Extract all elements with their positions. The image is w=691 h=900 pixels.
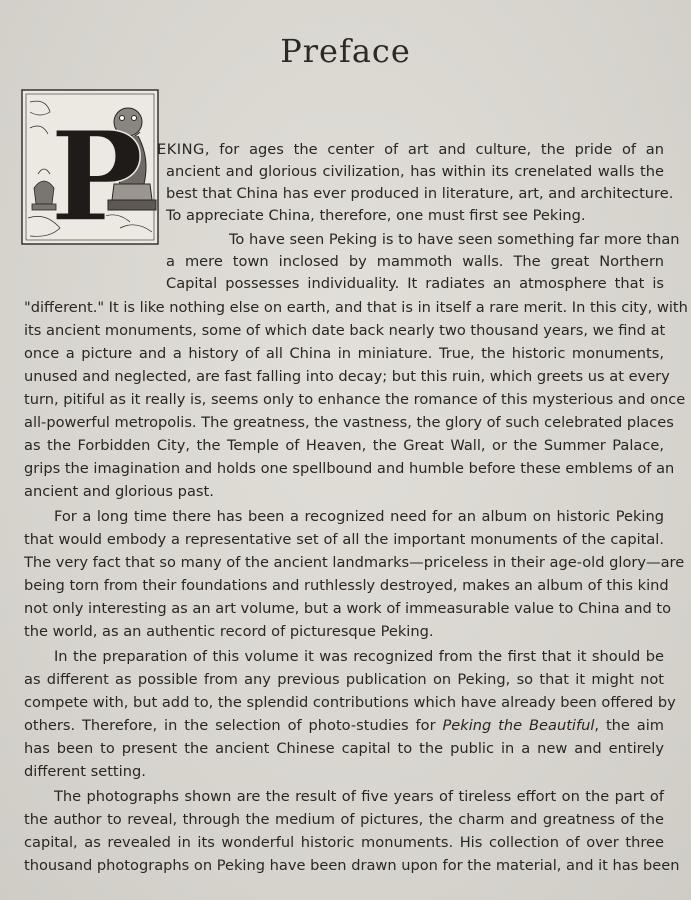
text-line-1: EKING, for ages the center of art and culture, the pride of an: [157, 141, 664, 158]
text-line-31: capital, as revealed in its wonderful historic monuments. His collection of over three: [24, 834, 664, 851]
text-line-9: its ancient monuments, some of which date back nearly two thousand years, we find at: [24, 322, 666, 339]
text-line-12: turn, pitiful as it really is, seems only to enhance the romance of this mysterious and once: [24, 391, 686, 408]
text-line-28: different setting.: [24, 763, 146, 780]
text-line-26: others. Therefore, in the selection of photo-studies for Peking the Beautiful, the aim: [24, 717, 664, 734]
text-line-14: as the Forbidden City, the Temple of Heaven, the Great Wall, or the Summer Palace,: [24, 437, 664, 454]
text-line-3: best that China has ever produced in literature, art, and architecture.: [166, 185, 674, 202]
text-line-4: To appreciate China, therefore, one must first see Peking.: [166, 207, 586, 224]
book-title: Peking the Beautiful: [442, 717, 595, 734]
text-line-30: the author to reveal, through the medium of pictures, the charm and greatness of the: [24, 811, 664, 828]
text-line-23: In the preparation of this volume it was recognized from the first that it should be: [54, 648, 664, 665]
text-line-13: all-powerful metropolis. The greatness, the vastness, the glory of such celebrated places: [24, 414, 674, 431]
text-line-18: that would embody a representative set of all the important monuments of the capital.: [24, 531, 664, 548]
text-line-29: The photographs shown are the result of five years of tireless effort on the part of: [54, 788, 664, 805]
text-line-22: the world, as an authentic record of picturesque Peking.: [24, 623, 434, 640]
text-line-2: ancient and glorious civilization, has within its crenelated walls the: [166, 163, 664, 180]
illuminated-initial-letter: [20, 88, 160, 246]
text-line-7: Capital possesses individuality. It radiates an atmosphere that is: [166, 275, 664, 292]
text-line-19: The very fact that so many of the ancient landmarks—priceless in their age-old glory—are: [24, 554, 685, 571]
text-line-6: a mere town inclosed by mammoth walls. The great Northern: [166, 253, 664, 270]
text-line-25: compete with, but add to, the splendid contributions which have already been offered by: [24, 694, 676, 711]
text-line-27: has been to present the ancient Chinese capital to the public in a new and entirely: [24, 740, 664, 757]
text-line-16: ancient and glorious past.: [24, 483, 214, 500]
text-line-32: thousand photographs on Peking have been drawn upon for the material, and it has been: [24, 857, 680, 874]
text-line-8: "different." It is like nothing else on earth, and that is in itself a rare merit. In this city, with: [24, 299, 688, 316]
text-line-21: not only interesting as an art volume, but a work of immeasurable value to China and to: [24, 600, 672, 617]
text-line-17: For a long time there has been a recognized need for an album on historic Peking: [54, 508, 664, 525]
text-line-11: unused and neglected, are fast falling into decay; but this ruin, which greets us at every: [24, 368, 670, 385]
page-title: Preface: [280, 32, 411, 70]
text-line-24: as different as possible from any previous publication on Peking, so that it might not: [24, 671, 664, 688]
text-line-10: once a picture and a history of all China in miniature. True, the historic monuments,: [24, 345, 664, 362]
initial-letter: P: [50, 105, 144, 246]
text-line-15: grips the imagination and holds one spellbound and humble before these emblems of an: [24, 460, 675, 477]
text-line-20: being torn from their foundations and ruthlessly destroyed, makes an album of this kind: [24, 577, 669, 594]
text-line-5: To have seen Peking is to have seen something far more than: [229, 231, 680, 248]
